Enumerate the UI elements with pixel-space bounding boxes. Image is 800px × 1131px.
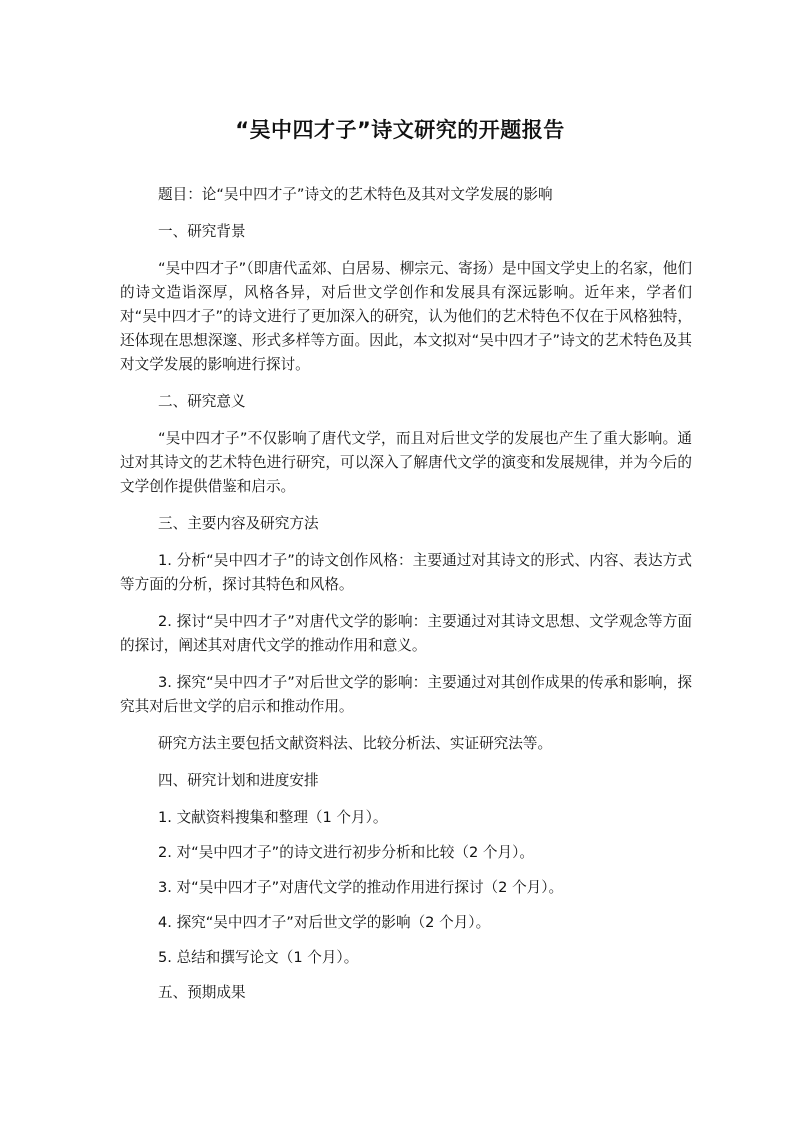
- paragraph-significance: “吴中四才子”不仅影响了唐代文学，而且对后世文学的发展也产生了重大影响。通过对其诗文的艺术特色进行研究，可以深入了解唐代文学的演变和发展规律，并为今后的文学创作提供借鉴和启示。: [120, 430, 692, 495]
- section-heading-expected-results: 五、预期成果: [158, 984, 246, 1001]
- topic-line: 题目：论“吴中四才子”诗文的艺术特色及其对文学发展的影响: [158, 186, 553, 203]
- content-item-2: 2. 探讨“吴中四才子”对唐代文学的影响：主要通过对其诗文思想、文学观念等方面的探讨，阐述其对唐代文学的推动作用和意义。: [120, 613, 692, 654]
- document-body: [120, 183, 692, 1018]
- section-heading-background: 一、研究背景: [158, 223, 246, 240]
- document-title: “吴中四才子”诗文研究的开题报告: [235, 118, 565, 142]
- schedule-item-4: 4. 探究“吴中四才子”对后世文学的影响（2 个月）。: [158, 914, 491, 931]
- section-heading-schedule: 四、研究计划和进度安排: [158, 772, 319, 789]
- schedule-item-1: 1. 文献资料搜集和整理（1 个月）。: [158, 809, 388, 826]
- schedule-item-2: 2. 对“吴中四才子”的诗文进行初步分析和比较（2 个月）。: [158, 844, 534, 861]
- schedule-item-3: 3. 对“吴中四才子”对唐代文学的推动作用进行探讨（2 个月）。: [158, 879, 564, 896]
- section-heading-content-methods: 三、主要内容及研究方法: [158, 515, 319, 532]
- methods-line: 研究方法主要包括文献资料法、比较分析法、实证研究法等。: [158, 735, 553, 752]
- schedule-item-5: 5. 总结和撰写论文（1 个月）。: [158, 949, 359, 966]
- content-item-3: 3. 探究“吴中四才子”对后世文学的影响：主要通过对其创作成果的传承和影响，探究其对后世文学的启示和推动作用。: [120, 674, 692, 715]
- section-heading-significance: 二、研究意义: [158, 393, 246, 410]
- paragraph-background: “吴中四才子”（即唐代孟郊、白居易、柳宗元、寄扬）是中国文学史上的名家，他们的诗文造诣深厚，风格各异，对后世文学创作和发展具有深远影响。近年来，学者们对“吴中四才子”的诗文进行了更加深入的研究，认为他们的艺术特色不仅在于风格独特，还体现在思想深邃、形式多样等方面。因此，本文拟对“吴中四才子”诗文的艺术特色及其对文学发展的影响进行探讨。: [120, 260, 692, 373]
- content-item-1: 1. 分析“吴中四才子”的诗文创作风格：主要通过对其诗文的形式、内容、表达方式等方面的分析，探讨其特色和风格。: [120, 552, 692, 593]
